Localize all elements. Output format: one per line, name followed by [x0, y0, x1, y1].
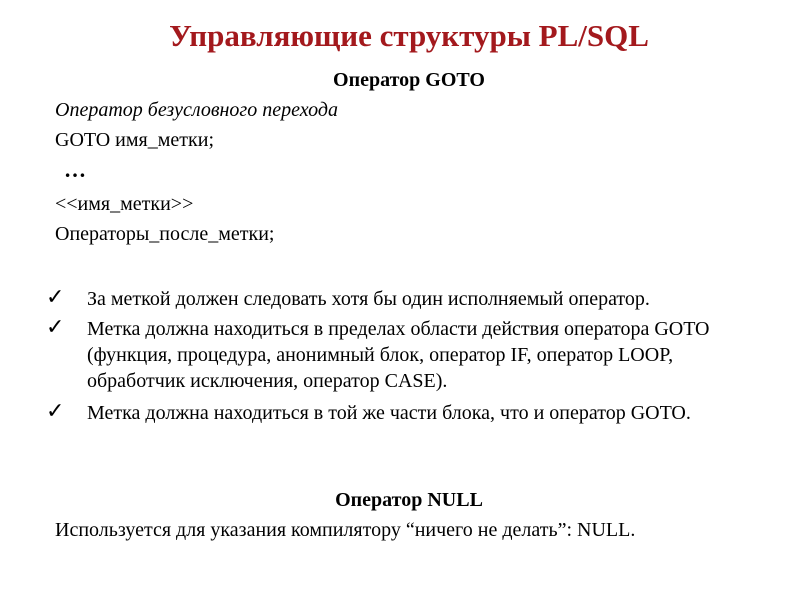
goto-label-line: <<имя_метки>>	[55, 193, 194, 215]
checkmark-icon: ✓	[46, 399, 65, 424]
bullet-text: За меткой должен следовать хотя бы один исполняемый оператор.	[87, 288, 650, 310]
null-heading: Оператор NULL	[335, 489, 483, 511]
goto-heading: Оператор GOTO	[333, 69, 485, 91]
bullet-text: Метка должна находиться в той же части блока, что и оператор GOTO.	[87, 402, 691, 424]
goto-after-label-line: Операторы_после_метки;	[55, 223, 275, 245]
slide-title: Управляющие структуры PL/SQL	[169, 18, 649, 53]
bullet-text: Метка должна находиться в пределах области действия оператора GOTO (функция, процедура, анонимный блок, оператор IF, оператор LOOP, обработчик исключения, оператор CASE).	[87, 318, 710, 392]
goto-ellipsis: …	[64, 157, 87, 182]
bullet-item-2	[46, 316, 746, 396]
goto-subtitle: Оператор безусловного перехода	[55, 99, 338, 121]
bullet-item-1	[46, 286, 746, 312]
goto-code-line: GOTO имя_метки;	[55, 129, 214, 151]
checkmark-icon: ✓	[46, 315, 65, 340]
null-description: Используется для указания компилятору “ничего не делать”: NULL.	[55, 519, 636, 541]
checkmark-icon: ✓	[46, 285, 65, 310]
bullet-item-3	[46, 400, 746, 454]
